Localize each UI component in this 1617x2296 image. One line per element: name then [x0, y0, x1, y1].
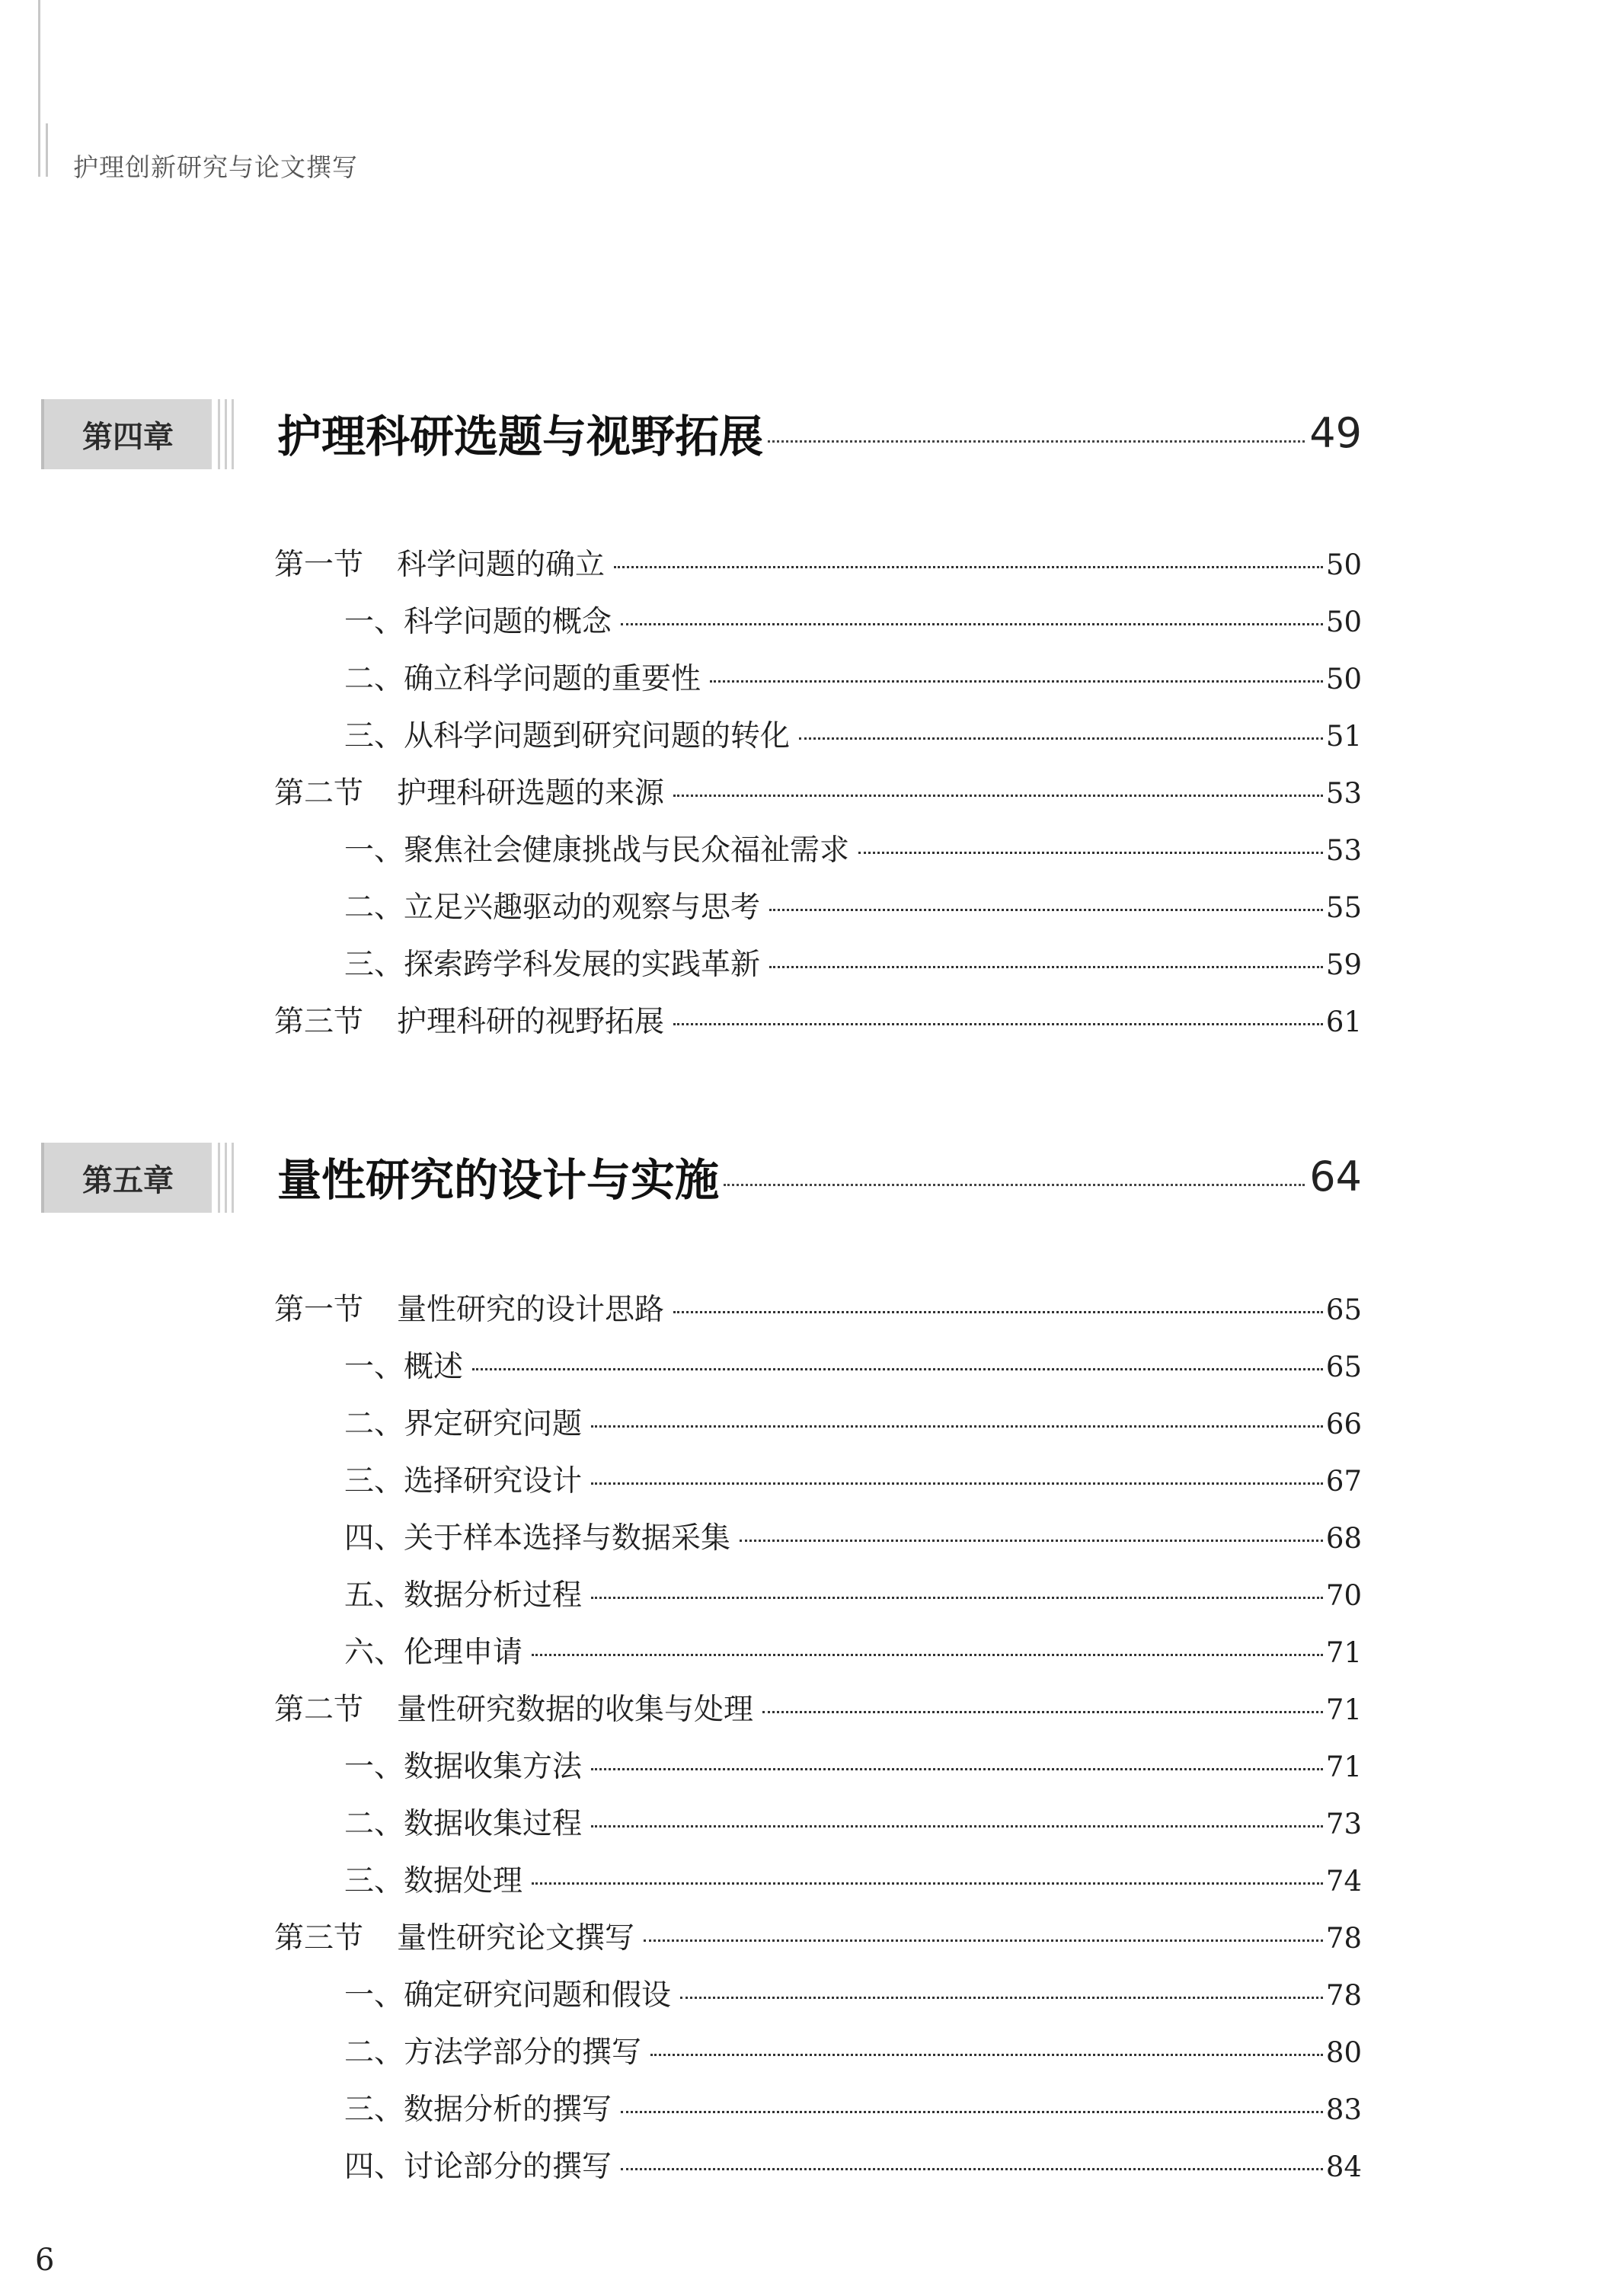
entry-page: 67: [1325, 1465, 1362, 1498]
entry-title: 关于样本选择与数据采集: [404, 1521, 731, 1556]
subsection-number: 四、: [344, 2150, 404, 2184]
toc-subsection[interactable]: [274, 1629, 1362, 1686]
leader-dots: [724, 1184, 1305, 1186]
entry-title: 从科学问题到研究问题的转化: [404, 719, 791, 753]
entry-page: 59: [1325, 948, 1362, 981]
leader-dots: [769, 966, 1323, 968]
entry-page: 78: [1325, 1922, 1362, 1955]
entry-title: 数据处理: [404, 1864, 523, 1898]
toc-section[interactable]: [274, 1686, 1362, 1743]
subsection-number: 三、: [344, 1864, 404, 1898]
chapter-label: 第四章: [41, 399, 212, 469]
toc-subsection[interactable]: [274, 655, 1362, 712]
subsection-number: 二、: [344, 662, 404, 696]
entry-page: 71: [1325, 1751, 1362, 1783]
subsection-number: 三、: [344, 948, 404, 982]
chapter-title: 护理科研选题与视野拓展: [277, 411, 764, 462]
entry-title: 量性研究论文撰写: [397, 1921, 635, 1955]
entry-page: 70: [1325, 1579, 1362, 1612]
subsection-number: 三、: [344, 2093, 404, 2127]
toc-subsection[interactable]: [274, 884, 1362, 941]
subsection-number: 一、: [344, 605, 404, 639]
leader-dots: [621, 2111, 1323, 2113]
leader-dots: [769, 909, 1323, 911]
leader-dots: [673, 1023, 1323, 1025]
chapter-page: 49: [1309, 408, 1362, 457]
chapter-title-row[interactable]: [277, 1146, 1362, 1207]
leader-dots: [591, 1768, 1323, 1770]
toc-list-chapter-4: [274, 541, 1362, 1055]
entry-title: 科学问题的概念: [404, 605, 612, 639]
entry-title: 量性研究数据的收集与处理: [397, 1693, 754, 1727]
entry-page: 50: [1325, 606, 1362, 638]
entry-title: 界定研究问题: [404, 1407, 583, 1441]
entry-page: 51: [1325, 720, 1362, 753]
leader-dots: [591, 1825, 1323, 1828]
page-number: 6: [35, 2243, 55, 2278]
entry-page: 50: [1325, 663, 1362, 696]
entry-page: 83: [1325, 2093, 1362, 2126]
toc-subsection[interactable]: [274, 827, 1362, 884]
leader-dots: [621, 623, 1323, 625]
section-number: 第二节: [274, 1693, 364, 1727]
leader-dots: [710, 680, 1323, 683]
toc-subsection[interactable]: [274, 1857, 1362, 1914]
leader-dots: [858, 852, 1323, 854]
toc-subsection[interactable]: [274, 712, 1362, 769]
leader-dots: [740, 1540, 1323, 1542]
toc-subsection[interactable]: [274, 1800, 1362, 1857]
leader-dots: [591, 1425, 1323, 1428]
subsection-number: 一、: [344, 1978, 404, 2013]
entry-title: 数据分析过程: [404, 1578, 583, 1613]
toc-subsection[interactable]: [274, 1743, 1362, 1800]
entry-title: 讨论部分的撰写: [404, 2150, 612, 2184]
section-number: 第三节: [274, 1921, 364, 1955]
subsection-number: 五、: [344, 1578, 404, 1613]
section-number: 第一节: [274, 1293, 364, 1327]
subsection-number: 一、: [344, 1750, 404, 1784]
toc-subsection[interactable]: [274, 1343, 1362, 1400]
chapter-page: 64: [1309, 1152, 1362, 1201]
entry-page: 50: [1325, 548, 1362, 581]
subsection-number: 四、: [344, 1521, 404, 1556]
subsection-number: 二、: [344, 1407, 404, 1441]
entry-page: 71: [1325, 1636, 1362, 1669]
entry-title: 量性研究的设计思路: [397, 1293, 665, 1327]
chapter-label: 第五章: [41, 1143, 212, 1213]
subsection-number: 六、: [344, 1636, 404, 1670]
subsection-number: 一、: [344, 1350, 404, 1384]
entry-page: 65: [1325, 1293, 1362, 1326]
entry-page: 53: [1325, 777, 1362, 810]
toc-section[interactable]: [274, 998, 1362, 1055]
toc-section[interactable]: [274, 1914, 1362, 1971]
subsection-number: 一、: [344, 833, 404, 868]
entry-page: 61: [1325, 1006, 1362, 1038]
leader-dots: [614, 566, 1323, 568]
entry-page: 65: [1325, 1351, 1362, 1383]
entry-page: 71: [1325, 1693, 1362, 1726]
toc-subsection[interactable]: [274, 598, 1362, 655]
entry-title: 方法学部分的撰写: [404, 2035, 642, 2070]
toc-section[interactable]: [274, 1286, 1362, 1343]
leader-dots: [680, 1997, 1323, 1999]
entry-title: 科学问题的确立: [397, 548, 606, 582]
leader-dots: [762, 1711, 1323, 1713]
section-number: 第二节: [274, 776, 364, 811]
toc-subsection[interactable]: [274, 1457, 1362, 1514]
chapter-heading-5: [35, 1143, 1362, 1216]
leader-dots: [472, 1368, 1323, 1370]
leader-dots: [673, 1311, 1323, 1313]
toc-subsection[interactable]: [274, 941, 1362, 998]
toc-section[interactable]: [274, 769, 1362, 827]
toc-section[interactable]: [274, 541, 1362, 598]
entry-page: 53: [1325, 834, 1362, 867]
entry-title: 确定研究问题和假设: [404, 1978, 672, 2013]
running-header: 护理创新研究与论文撰写: [73, 152, 358, 182]
subsection-number: 二、: [344, 2035, 404, 2070]
subsection-number: 二、: [344, 891, 404, 925]
subsection-number: 二、: [344, 1807, 404, 1841]
entry-title: 护理科研选题的来源: [397, 776, 665, 811]
toc-subsection[interactable]: [274, 2086, 1362, 2143]
leader-dots: [673, 795, 1323, 797]
entry-title: 护理科研的视野拓展: [397, 1005, 665, 1039]
chapter-title: 量性研究的设计与实施: [277, 1154, 720, 1206]
leader-dots: [591, 1482, 1323, 1485]
entry-page: 55: [1325, 891, 1362, 924]
entry-page: 66: [1325, 1408, 1362, 1441]
entry-page: 68: [1325, 1522, 1362, 1555]
leader-dots: [591, 1597, 1323, 1599]
entry-title: 选择研究设计: [404, 1464, 583, 1498]
toc-subsection[interactable]: [274, 2029, 1362, 2086]
leader-dots: [532, 1882, 1323, 1885]
leader-dots: [621, 2168, 1323, 2170]
entry-title: 概述: [404, 1350, 464, 1384]
leader-dots: [799, 737, 1323, 740]
chapter-title-row[interactable]: [277, 402, 1362, 463]
entry-title: 伦理申请: [404, 1636, 523, 1670]
leader-dots: [768, 440, 1305, 443]
entry-title: 聚焦社会健康挑战与民众福祉需求: [404, 833, 850, 868]
toc-subsection[interactable]: [274, 1514, 1362, 1572]
entry-page: 74: [1325, 1865, 1362, 1898]
entry-page: 80: [1325, 2036, 1362, 2069]
entry-title: 探索跨学科发展的实践革新: [404, 948, 761, 982]
header-rule-long: [38, 0, 40, 177]
entry-title: 确立科学问题的重要性: [404, 662, 701, 696]
toc-subsection[interactable]: [274, 1572, 1362, 1629]
header-rule-short: [46, 123, 48, 177]
entry-title: 立足兴趣驱动的观察与思考: [404, 891, 761, 925]
toc-subsection[interactable]: [274, 2143, 1362, 2200]
chapter-label-bars: [218, 399, 236, 469]
toc-subsection[interactable]: [274, 1971, 1362, 2029]
subsection-number: 三、: [344, 1464, 404, 1498]
section-number: 第三节: [274, 1005, 364, 1039]
entry-title: 数据收集方法: [404, 1750, 583, 1784]
leader-dots: [650, 2054, 1323, 2056]
toc-subsection[interactable]: [274, 1400, 1362, 1457]
toc-list-chapter-5: [274, 1286, 1362, 2200]
leader-dots: [644, 1939, 1323, 1942]
entry-title: 数据收集过程: [404, 1807, 583, 1841]
leader-dots: [532, 1654, 1323, 1656]
section-number: 第一节: [274, 548, 364, 582]
chapter-label-bars: [218, 1143, 236, 1213]
entry-page: 73: [1325, 1808, 1362, 1840]
chapter-heading-4: [35, 399, 1362, 472]
entry-page: 78: [1325, 1979, 1362, 2012]
subsection-number: 三、: [344, 719, 404, 753]
entry-title: 数据分析的撰写: [404, 2093, 612, 2127]
entry-page: 84: [1325, 2151, 1362, 2183]
